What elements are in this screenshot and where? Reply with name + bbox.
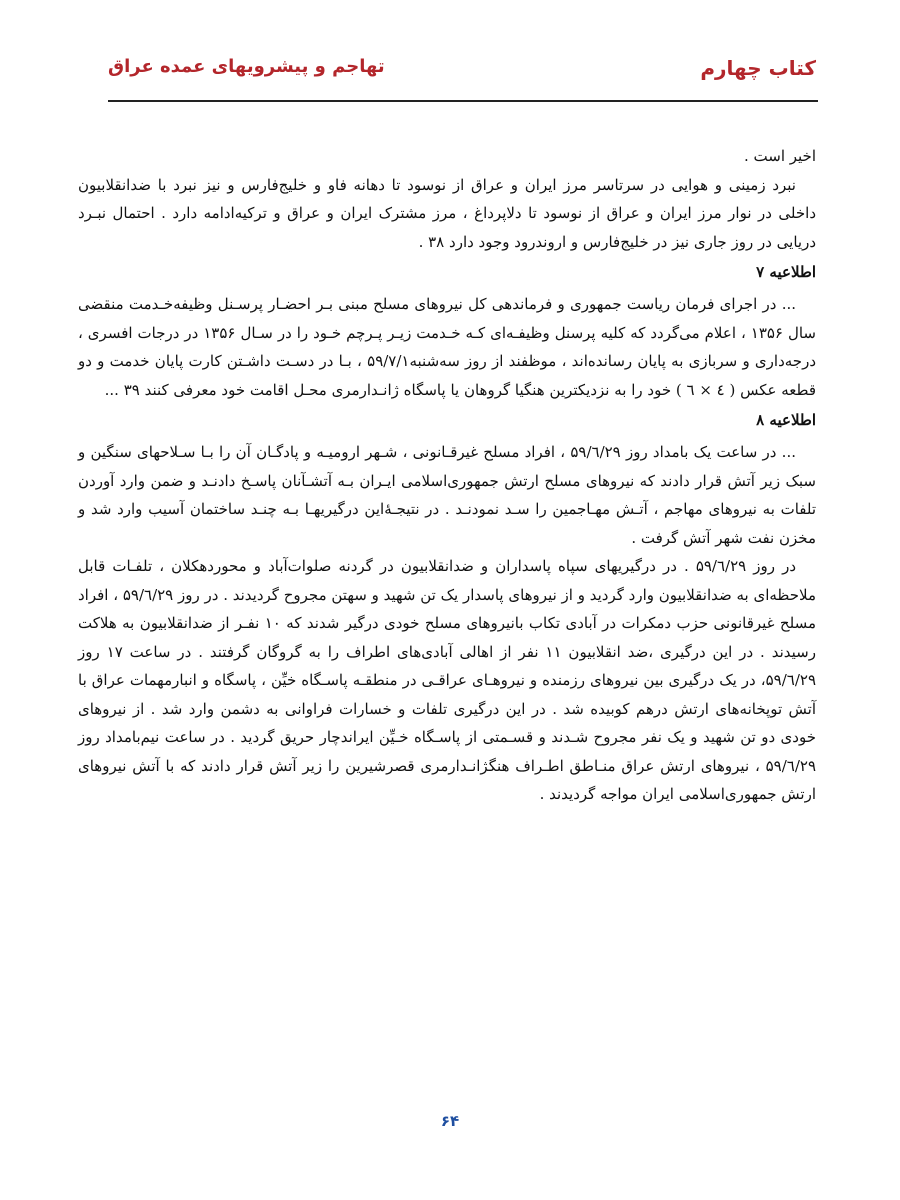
page-body xyxy=(78,142,816,809)
paragraph-intro-ending: اخیر است . xyxy=(743,147,816,165)
paragraph-battle-report: نبرد زمینی و هوایی در سرتاسر مرز ایران و عراق از نوسود تا دهانه فاو و خلیج‌فارس و نیز نبرد با ضدانقلابیون داخلی در نوار مرز ایران و عراق از نوسود تا دلاپرداغ ، مرز مشترک ایران و عراق و ترکیه‌ادامه دارد . احتمال نبـرد دریایی در روز جاری نیز در خلیج‌فارس و اروندرود وجود دارد ۳۸ . xyxy=(78,175,816,251)
announcement-8-heading: اطلاعیه ۸ xyxy=(756,411,816,429)
page-number: ۶۴ xyxy=(440,1112,460,1130)
announcement-7-heading: اطلاعیه ۷ xyxy=(756,263,816,281)
chapter-title: تهاجم و پیشرویهای عمده عراق xyxy=(108,56,385,77)
announcement-7-text: ... در اجرای فرمان ریاست جمهوری و فرماندهی کل نیروهای مسلح مبنی بـر احضـار پرسـنل وظیفه‌خـدمت منقضی سال ۱۳۵۶ ، اعلام می‌گردد که کلیه پرسنل وظیفـه‌ای کـه خـدمت زیـر پـرچم خـود را در سـال ۱۳۵۶ در درجات افسری ، درجه‌داری و سربازی به پایان رسانده‌اند ، موظفند از روز سه‌شنبه۵۹/۷/۱ ، بـا در دسـت داشـتن کارت پایان خدمت و دو قطعه عکس ( ٤ × ٦ ) خود را به نزدیکترین هنگیا گروهان یا پاسگاه ژانـدارمری محـل اقامت خود معرفی کنند ۳۹ ... xyxy=(78,295,817,399)
book-title: کتاب چهارم xyxy=(700,56,816,80)
page-header xyxy=(108,52,816,92)
paragraph-clashes-report: در روز ۵۹/٦/۲۹ . در درگیریهای سپاه پاسداران و ضدانقلابیون در گردنه صلوات‌آباد و محوردهکلان ، تلفـات قابل ملاحظه‌ای به ضدانقلابیون وارد گردید و از نیروهای پاسدار یک تن شهید و سهتن مجروح گردیدند . در روز ۵۹/٦/۲۹ ، افراد مسلح غیرقانونی حزب دمکرات در آبادی تکاب بانیروهای مسلح خودی درگیر شدند که ۱۰ نفـر از ضدانقلابیون به هلاکت رسیدند . در این درگیری ،ضد انقلابیون ۱۱ نفر از اهالی آبادی‌های اطراف را به گروگان گرفتند . در ساعت ۱۷ روز ۵۹/٦/۲۹، در یک درگیری بین نیروهای رزمنده و نیروهـای عراقـی در منطقـه پاسـگاه خیِّن ، پاسگاه و انبارمهمات عراق با آتش توپخانه‌های ارتش درهم کوبیده شد . در این درگیری تلفات و خسارات فراوانی به دشمن وارد شد . از نیروهای خودی دو تن شهید و یک نفر مجروح شـدند و قسـمتی از پاسـگاه خـیِّن ایراندچار حریق گردید . در ساعت نیم‌بامداد روز ۵۹/٦/۲۹ ، نیروهای ارتش عراق منـاطق اطـراف هنگژانـدارمری قصرشیرین را زیر آتش قرار دادند که با آتش نیروهای ارتش جمهوری‌اسلامی ایران مواجه گردیدند . xyxy=(78,557,816,803)
header-divider xyxy=(108,100,818,102)
announcement-8-text: ... در ساعت یک بامداد روز ۵۹/٦/۲۹ ، افراد مسلح غیرقـانونی ، شـهر ارومیـه و پادگـان آن را بـا سـلاحهای سنگین و سبک زیر آتش قرار دادند که نیروهای مسلح ارتش جمهوری‌اسلامی ایـران بـه آتشـآنان پاسـخ دادنـد و ضمن وارد آوردن تلفات به نیروهای مهاجم ، آتـش مهـاجمین را سـد نمودنـد . در نتیجـۀاین درگیریهـا بـه چنـد ساختمان آسیب وارد شد و مخزن نفت شهر آتش گرفت . xyxy=(78,443,816,547)
